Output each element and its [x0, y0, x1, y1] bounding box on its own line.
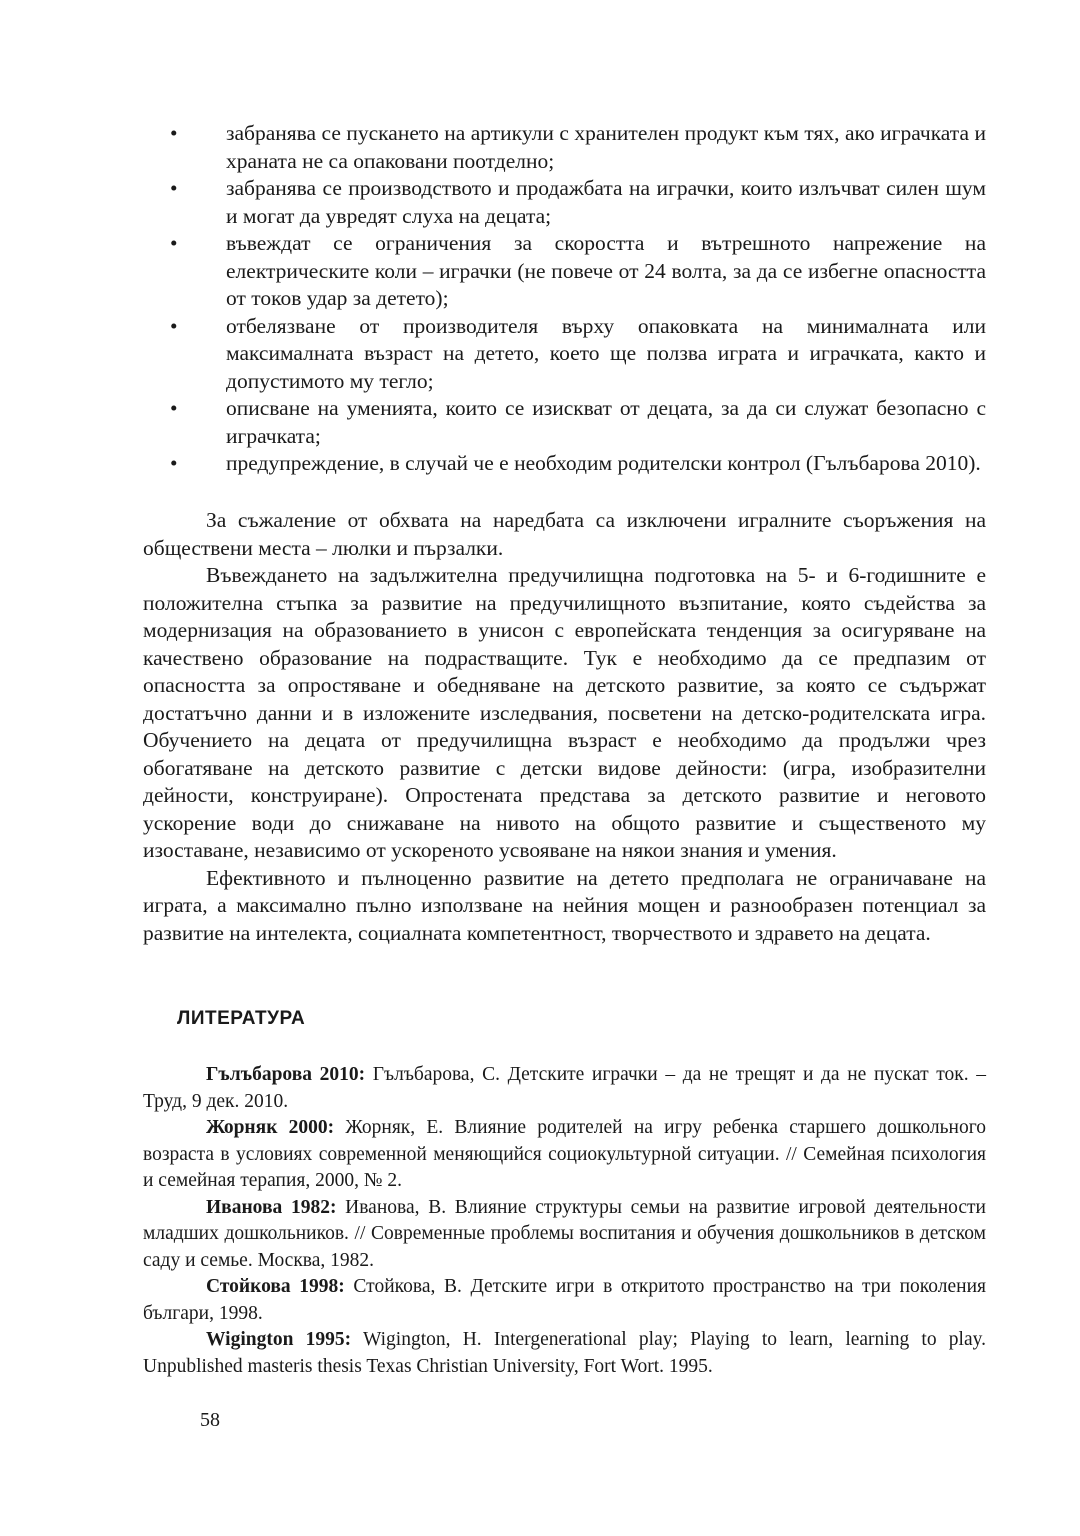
bullet-item: [143, 450, 986, 478]
reference-text: Гълъбарова, С. Детските играчки – да не трещят и да не пускат ток. – Труд, 9 дек. 2010.: [143, 1064, 987, 1112]
reference-text: Иванова, В. Влияние структуры семьи на развитие игровой деятельности младших дошкольников. // Современные проблемы воспитания и обучения дошкольников в детском саду и семье. Москва, 1982.: [143, 1196, 986, 1271]
bullet-icon: •: [170, 121, 178, 145]
bullet-icon: •: [170, 231, 178, 255]
bullet-item: [143, 395, 986, 450]
body-paragraph: Въвеждането на задължителна предучилищна подготовка на 5- и 6-годишните е положителна стъпка за развитие на предучилищното възпитание, която съдейства за модернизация на образованието в унисон с европейската тенденция за осигуряване на качествено образование на подрастващите. Тук е необходимо да се предпазим от опасността за опростяване и обедняване на детското развитие, за която се съдържат достатъчно данни и в изложените изследвания, посветени на детско-родителската игра. Обучението на децата от предучилищна възраст е необходимо да продължи чрез обогатяване на детското развитие с детски видове дейности: (игра, изобразителни дейности, конструиране). Опростената представа за детското развитие и неговото ускорение води до снижаване на нивото на общото развитие и същественото му изоставане, независимо от ускореното усвояване на някои знания и умения.: [143, 563, 986, 862]
reference-key: Жорняк 2000:: [206, 1117, 335, 1138]
body-paragraph: Ефективното и пълноценно развитие на детето предполага не ограничаване на играта, а максимално пълно използване на нейния мощен и разнообразен потенциал за развитие на интелекта, социалната компетентност, творчеството и здравето на децата.: [143, 865, 986, 945]
bullet-icon: •: [170, 176, 178, 200]
reference-text: Стойкова, В. Детските игри в откритото пространство на три поколения българи, 1998.: [143, 1276, 986, 1324]
body-text: [143, 507, 986, 947]
body-paragraph: За съжаление от обхвата на наредбата са изключени игралните съоръжения на обществени места – люлки и пързалки.: [143, 508, 986, 560]
bullet-item: [143, 230, 986, 313]
reference-key: Wigington 1995:: [206, 1329, 352, 1350]
bullet-icon: •: [170, 313, 178, 338]
literature-heading: ЛИТЕРАТУРА: [177, 1008, 306, 1029]
bullet-text: забранява се пускането на артикули с хранителен продукт към тях, ако играчката и храната не са опаковани поотделно;: [226, 121, 986, 173]
bullet-text: предупреждение, в случай че е необходим родителски контрол (Гълъбарова 2010).: [226, 451, 981, 475]
page-number: 58: [200, 1409, 220, 1431]
reference-entry: [143, 1062, 986, 1115]
bullet-icon: •: [170, 451, 178, 475]
reference-entry: [143, 1115, 986, 1195]
bullet-icon: •: [170, 396, 178, 420]
reference-text: Wigington, H. Intergenerational play; Playing to learn, learning to play. Unpublished masteris thesis Texas Christian University, Fort Wort. 1995.: [143, 1329, 986, 1377]
reference-key: Иванова 1982:: [206, 1196, 337, 1218]
bullet-item: [143, 313, 986, 396]
reference-list: [143, 1062, 986, 1380]
reference-entry: [143, 1195, 986, 1275]
reference-key: Гълъбарова 2010:: [206, 1064, 366, 1085]
reference-entry: [143, 1274, 986, 1327]
bullet-list: [143, 120, 986, 478]
reference-entry: [143, 1327, 986, 1380]
bullet-item: [143, 120, 986, 175]
reference-text: Жорняк, Е. Влияние родителей на игру ребенка старшего дошкольного возраста в условиях современной меняющийся социокультурной ситуации. // Семейная психология и семейная терапия, 2000, № 2.: [143, 1117, 986, 1191]
bullet-item: [143, 175, 986, 230]
reference-key: Стойкова 1998:: [206, 1276, 345, 1297]
bullet-text: въвеждат се ограничения за скоростта и вътрешното напрежение на електрическите коли – играчки (не повече от 24 волта, за да се избегне опасността от токов удар за детето);: [226, 231, 986, 310]
bullet-text: описване на уменията, които се изискват от децата, за да си служат безопасно с играчката;: [226, 396, 986, 448]
bullet-text: забранява се производството и продажбата на играчки, които излъчват силен шум и могат да увредят слуха на децата;: [226, 176, 986, 228]
bullet-text: отбелязване от производителя върху опаковката на минималната или максималната възраст на детето, което ще ползва играта и играчката, както и допустимото му тегло;: [226, 313, 986, 393]
